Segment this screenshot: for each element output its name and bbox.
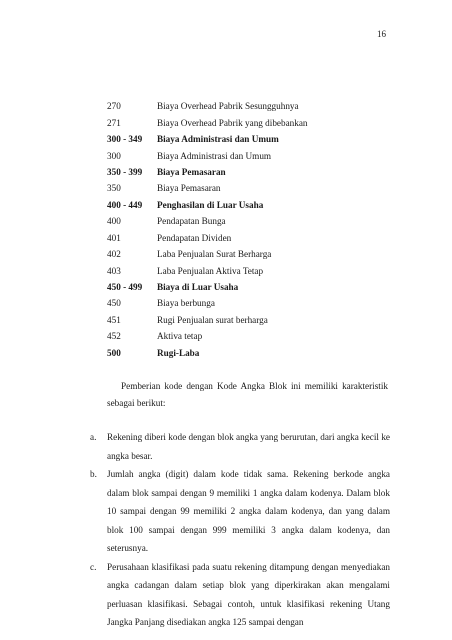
characteristics-list xyxy=(90,428,390,632)
account-description: Penghasilan di Luar Usaha xyxy=(157,199,264,210)
account-code: 402 xyxy=(107,249,121,260)
table-row xyxy=(107,328,407,344)
table-row xyxy=(107,98,407,114)
account-code: 271 xyxy=(107,117,121,128)
list-item xyxy=(90,558,390,632)
page-number: 16 xyxy=(377,29,386,39)
table-row xyxy=(107,197,407,213)
account-code: 400 - 449 xyxy=(107,199,143,210)
account-code: 270 xyxy=(107,101,121,112)
table-row xyxy=(107,131,407,147)
table-row xyxy=(107,147,407,163)
table-row xyxy=(107,279,407,295)
table-row xyxy=(107,345,407,361)
account-code: 350 xyxy=(107,183,121,194)
intro-paragraph-text: Pemberian kode dengan Kode Angka Blok ini memiliki karakteristik sebagai berikut: xyxy=(107,381,388,408)
account-description: Biaya Administrasi dan Umum xyxy=(157,134,279,145)
list-item xyxy=(90,465,390,558)
account-code: 400 xyxy=(107,216,121,227)
table-row xyxy=(107,230,407,246)
list-marker: b. xyxy=(90,469,97,479)
account-description: Rugi Penjualan surat berharga xyxy=(157,314,268,325)
table-row xyxy=(107,213,407,229)
table-row xyxy=(107,164,407,180)
account-code: 452 xyxy=(107,331,121,342)
account-description: Laba Penjualan Aktiva Tetap xyxy=(157,265,264,276)
list-item xyxy=(90,428,390,465)
intro-paragraph xyxy=(107,378,388,412)
account-description: Biaya berbunga xyxy=(157,298,215,309)
account-code: 450 xyxy=(107,298,121,309)
account-description: Pendapatan Bunga xyxy=(157,216,226,227)
account-description: Pendapatan Dividen xyxy=(157,232,232,243)
account-description: Biaya Pemasaran xyxy=(157,166,226,177)
account-code: 300 xyxy=(107,150,121,161)
account-code-table xyxy=(107,98,407,361)
account-description: Biaya Pemasaran xyxy=(157,183,221,194)
account-description: Biaya Administrasi dan Umum xyxy=(157,150,272,161)
table-row xyxy=(107,295,407,311)
account-description: Biaya Overhead Pabrik Sesungguhnya xyxy=(157,101,299,112)
list-item-text: Perusahaan klasifikasi pada suatu rekening ditampung dengan menyediakan angka cadangan dalam setiap blok yang diperkirakan akan mengalami perluasan klasifikasi. Sebagai contoh, untuk klasifikasi rekening Utang Jangka Panjang disediakan angka 125 sampai dengan xyxy=(107,561,390,627)
account-code: 300 - 349 xyxy=(107,134,143,145)
account-code: 451 xyxy=(107,314,121,325)
table-row xyxy=(107,180,407,196)
list-marker: a. xyxy=(90,432,97,442)
account-code: 450 - 499 xyxy=(107,282,143,293)
account-code: 500 xyxy=(107,347,121,358)
list-marker: c. xyxy=(90,561,97,572)
account-code: 403 xyxy=(107,265,121,276)
table-row xyxy=(107,246,407,262)
list-item-text: Jumlah angka (digit) dalam kode tidak sama. Rekening berkode angka dalam blok sampai dengan 9 memiliki 1 angka dalam kodenya. Dalam blok 10 sampai dengan 99 memiliki 2 angka dalam kodenya, dan yang dalam blok 100 sampai dengan 999 memiliki 3 angka dalam kodenya, dan seterusnya. xyxy=(107,469,390,553)
account-code: 350 - 399 xyxy=(107,166,143,177)
account-description: Aktiva tetap xyxy=(157,331,203,342)
account-code: 401 xyxy=(107,232,121,243)
account-description: Rugi-Laba xyxy=(157,347,200,358)
list-item-text: Rekening diberi kode dengan blok angka yang berurutan, dari angka kecil ke angka besar. xyxy=(107,432,390,461)
table-row xyxy=(107,262,407,278)
table-row xyxy=(107,114,407,130)
account-description: Biaya Overhead Pabrik yang dibebankan xyxy=(157,117,308,128)
table-row xyxy=(107,312,407,328)
account-description: Biaya di Luar Usaha xyxy=(157,282,239,293)
account-description: Laba Penjualan Surat Berharga xyxy=(157,249,272,260)
